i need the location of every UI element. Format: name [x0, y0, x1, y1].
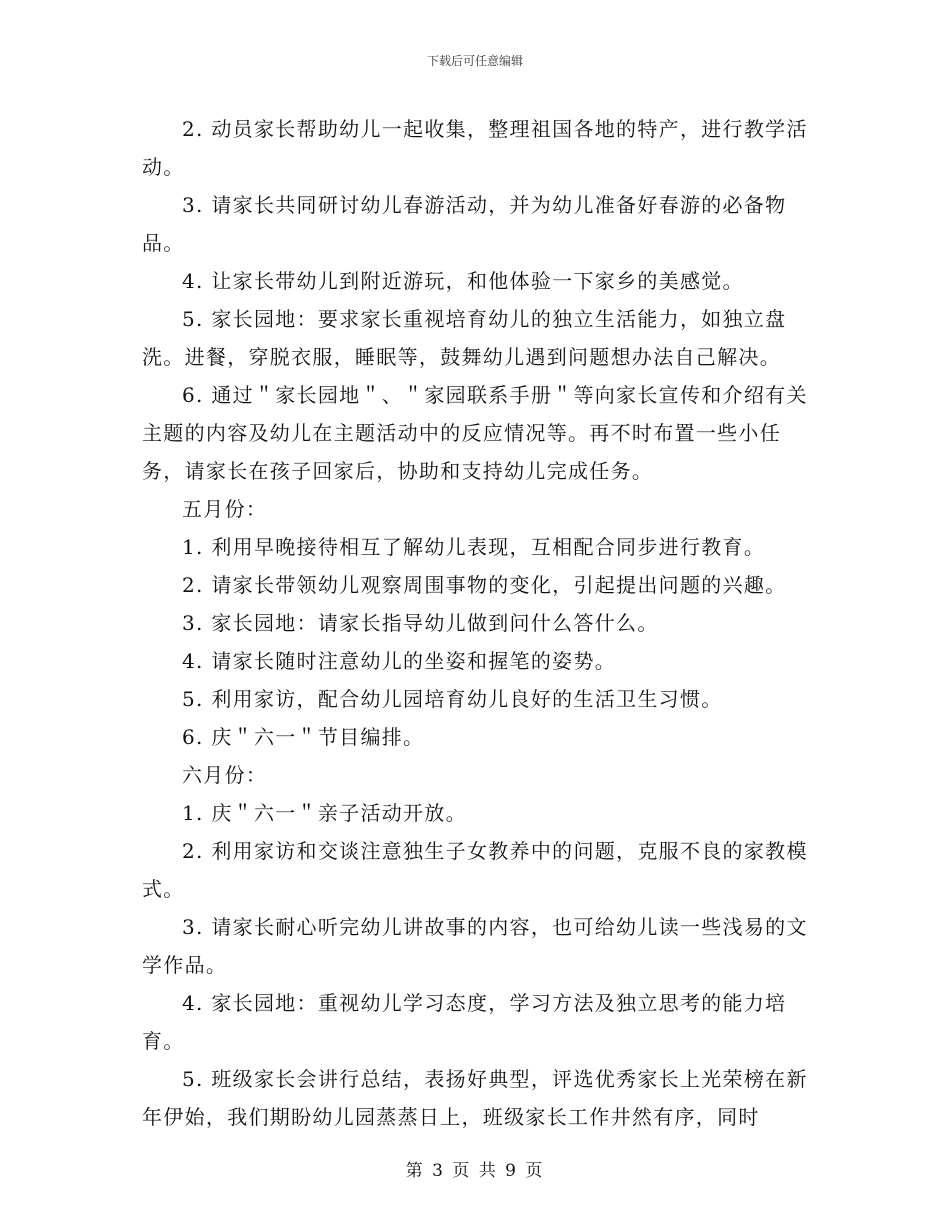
page-number-footer: 第 3 页 共 9 页: [405, 1161, 545, 1181]
paragraph: 1. 利用早晚接待相互了解幼儿表现，互相配合同步进行教育。: [182, 535, 766, 559]
paragraph: 2. 请家长带领幼儿观察周围事物的变化，引起提出问题的兴趣。: [182, 573, 787, 597]
paragraph: 6. 通过＂家长园地＂、＂家园联系手册＂等向家长宣传和介绍有关主题的内容及幼儿在主题活动中的反应情况等。再不时布置一些小任务，请家长在孩子回家后，协助和支持幼儿完成任务。: [142, 383, 808, 483]
paragraph: 4. 请家长随时注意幼儿的坐姿和握笔的姿势。: [182, 649, 617, 673]
paragraph: 3. 请家长耐心听完幼儿讲故事的内容，也可给幼儿读一些浅易的文学作品。: [142, 915, 808, 977]
paragraph: 6. 庆＂六一＂节目编排。: [182, 725, 425, 749]
section-heading-may: 五月份：: [182, 497, 268, 521]
section-heading-june: 六月份：: [182, 763, 268, 787]
paragraph: 5. 家长园地：要求家长重视培育幼儿的独立生活能力，如独立盘洗。进餐，穿脱衣服，睡眠等，鼓舞幼儿遇到问题想办法自己解决。: [142, 307, 787, 369]
paragraph: 4. 让家长带幼儿到附近游玩，和他体验一下家乡的美感觉。: [182, 269, 744, 293]
paragraph: 5. 班级家长会讲行总结，表扬好典型，评选优秀家长上光荣榜在新年伊始，我们期盼幼儿园蒸蒸日上，班级家长工作井然有序，同时: [142, 1067, 808, 1129]
paragraph: 3. 家长园地：请家长指导幼儿做到问什么答什么。: [182, 611, 659, 635]
paragraph: 1. 庆＂六一＂亲子活动开放。: [182, 801, 467, 825]
page-header: 下载后可任意编辑: [426, 54, 523, 68]
paragraph: 5. 利用家访，配合幼儿园培育幼儿良好的生活卫生习惯。: [182, 687, 723, 711]
document-body: [142, 110, 810, 1136]
paragraph: 2. 动员家长帮助幼儿一起收集，整理祖国各地的特产，进行教学活动。: [142, 117, 808, 179]
paragraph: 3. 请家长共同研讨幼儿春游活动，并为幼儿准备好春游的必备物品。: [142, 193, 787, 255]
paragraph: 2. 利用家访和交谈注意独生子女教养中的问题，克服不良的家教模式。: [142, 839, 808, 901]
paragraph: 4. 家长园地：重视幼儿学习态度，学习方法及独立思考的能力培育。: [142, 991, 787, 1053]
